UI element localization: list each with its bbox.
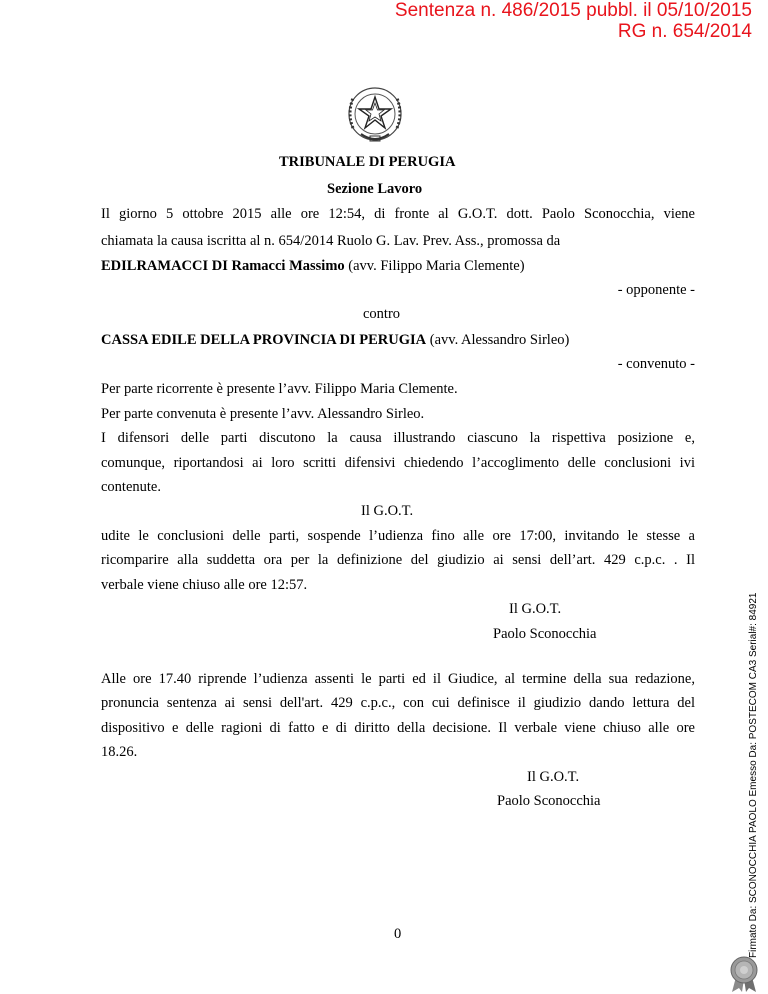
resume-line-1: Alle ore 17.40 riprende l’udienza assenti le parti ed il Giudice, al termine della sua redazione, xyxy=(101,671,695,687)
party-1 xyxy=(101,257,525,275)
publication-stamp xyxy=(395,0,752,42)
presence-line-2: Per parte convenuta è presente l’avv. Alessandro Sirleo. xyxy=(101,406,425,422)
presence-line-1: Per parte ricorrente è presente l’avv. Filippo Maria Clemente. xyxy=(101,381,458,397)
court-title: TRIBUNALE DI PERUGIA xyxy=(279,154,456,170)
got-heading: Il G.O.T. xyxy=(361,503,414,519)
stamp-sentenza: Sentenza n. 486/2015 pubbl. il 05/10/2015 xyxy=(394,0,752,21)
party-2-lawyer: (avv. Alessandro Sirleo) xyxy=(426,332,570,348)
signature-2-name: Paolo Sconocchia xyxy=(497,793,601,809)
signature-1-name: Paolo Sconocchia xyxy=(493,626,597,642)
intro-line-2: chiamata la causa iscritta al n. 654/2014 Ruolo G. Lav. Prev. Ass., promossa da xyxy=(101,233,561,249)
ribbon-seal-icon xyxy=(726,955,762,993)
page-number: 0 xyxy=(394,926,402,942)
signature-2-title: Il G.O.T. xyxy=(527,769,580,785)
signature-1-title: Il G.O.T. xyxy=(509,601,562,617)
section-title: Sezione Lavoro xyxy=(327,181,423,197)
party-2-role: - convenuto - xyxy=(617,356,695,372)
stamp-rg: RG n. 654/2014 xyxy=(617,21,752,42)
discussion-line-2: comunque, riportandosi ai loro scritti difensivi chiedendo l’accoglimento delle conclusioni ivi xyxy=(101,455,695,471)
resume-line-2: pronuncia sentenza ai sensi dell'art. 429 c.p.c., con cui definisce il giudizio dando lettura del xyxy=(101,695,695,711)
discussion-line-3: contenute. xyxy=(101,479,161,495)
order-line-3: verbale viene chiuso alle ore 12:57. xyxy=(101,577,308,593)
party-2 xyxy=(101,331,569,349)
party-1-lawyer: (avv. Filippo Maria Clemente) xyxy=(344,258,525,274)
italian-republic-emblem-icon xyxy=(343,84,407,146)
party-2-name: CASSA EDILE DELLA PROVINCIA DI PERUGIA xyxy=(101,332,427,348)
resume-line-3: dispositivo e delle ragioni di fatto e di diritto della decisione. Il verbale viene chiuso alle ore xyxy=(101,720,695,736)
intro-line-1: Il giorno 5 ottobre 2015 alle ore 12:54, di fronte al G.O.T. dott. Paolo Sconocchia, viene xyxy=(101,206,695,222)
resume-line-4: 18.26. xyxy=(101,744,138,760)
party-1-role: - opponente - xyxy=(617,282,695,298)
order-line-2: ricomparire alla suddetta ora per la definizione del giudizio ai sensi dell’art. 429 c.p.c. . Il xyxy=(101,552,695,568)
order-line-1: udite le conclusioni delle parti, sospende l’udienza fino alle ore 17:00, invitando le stesse a xyxy=(101,528,695,544)
digital-signature-note: Firmato Da: SCONOCCHIA PAOLO Emesso Da: POSTECOM CA3 Serial#: 84921 xyxy=(748,592,759,958)
contro-label: contro xyxy=(363,306,401,322)
discussion-line-1: I difensori delle parti discutono la causa illustrando ciascuno la rispettiva posizione e, xyxy=(101,430,695,446)
party-1-name: EDILRAMACCI DI Ramacci Massimo xyxy=(101,258,345,274)
